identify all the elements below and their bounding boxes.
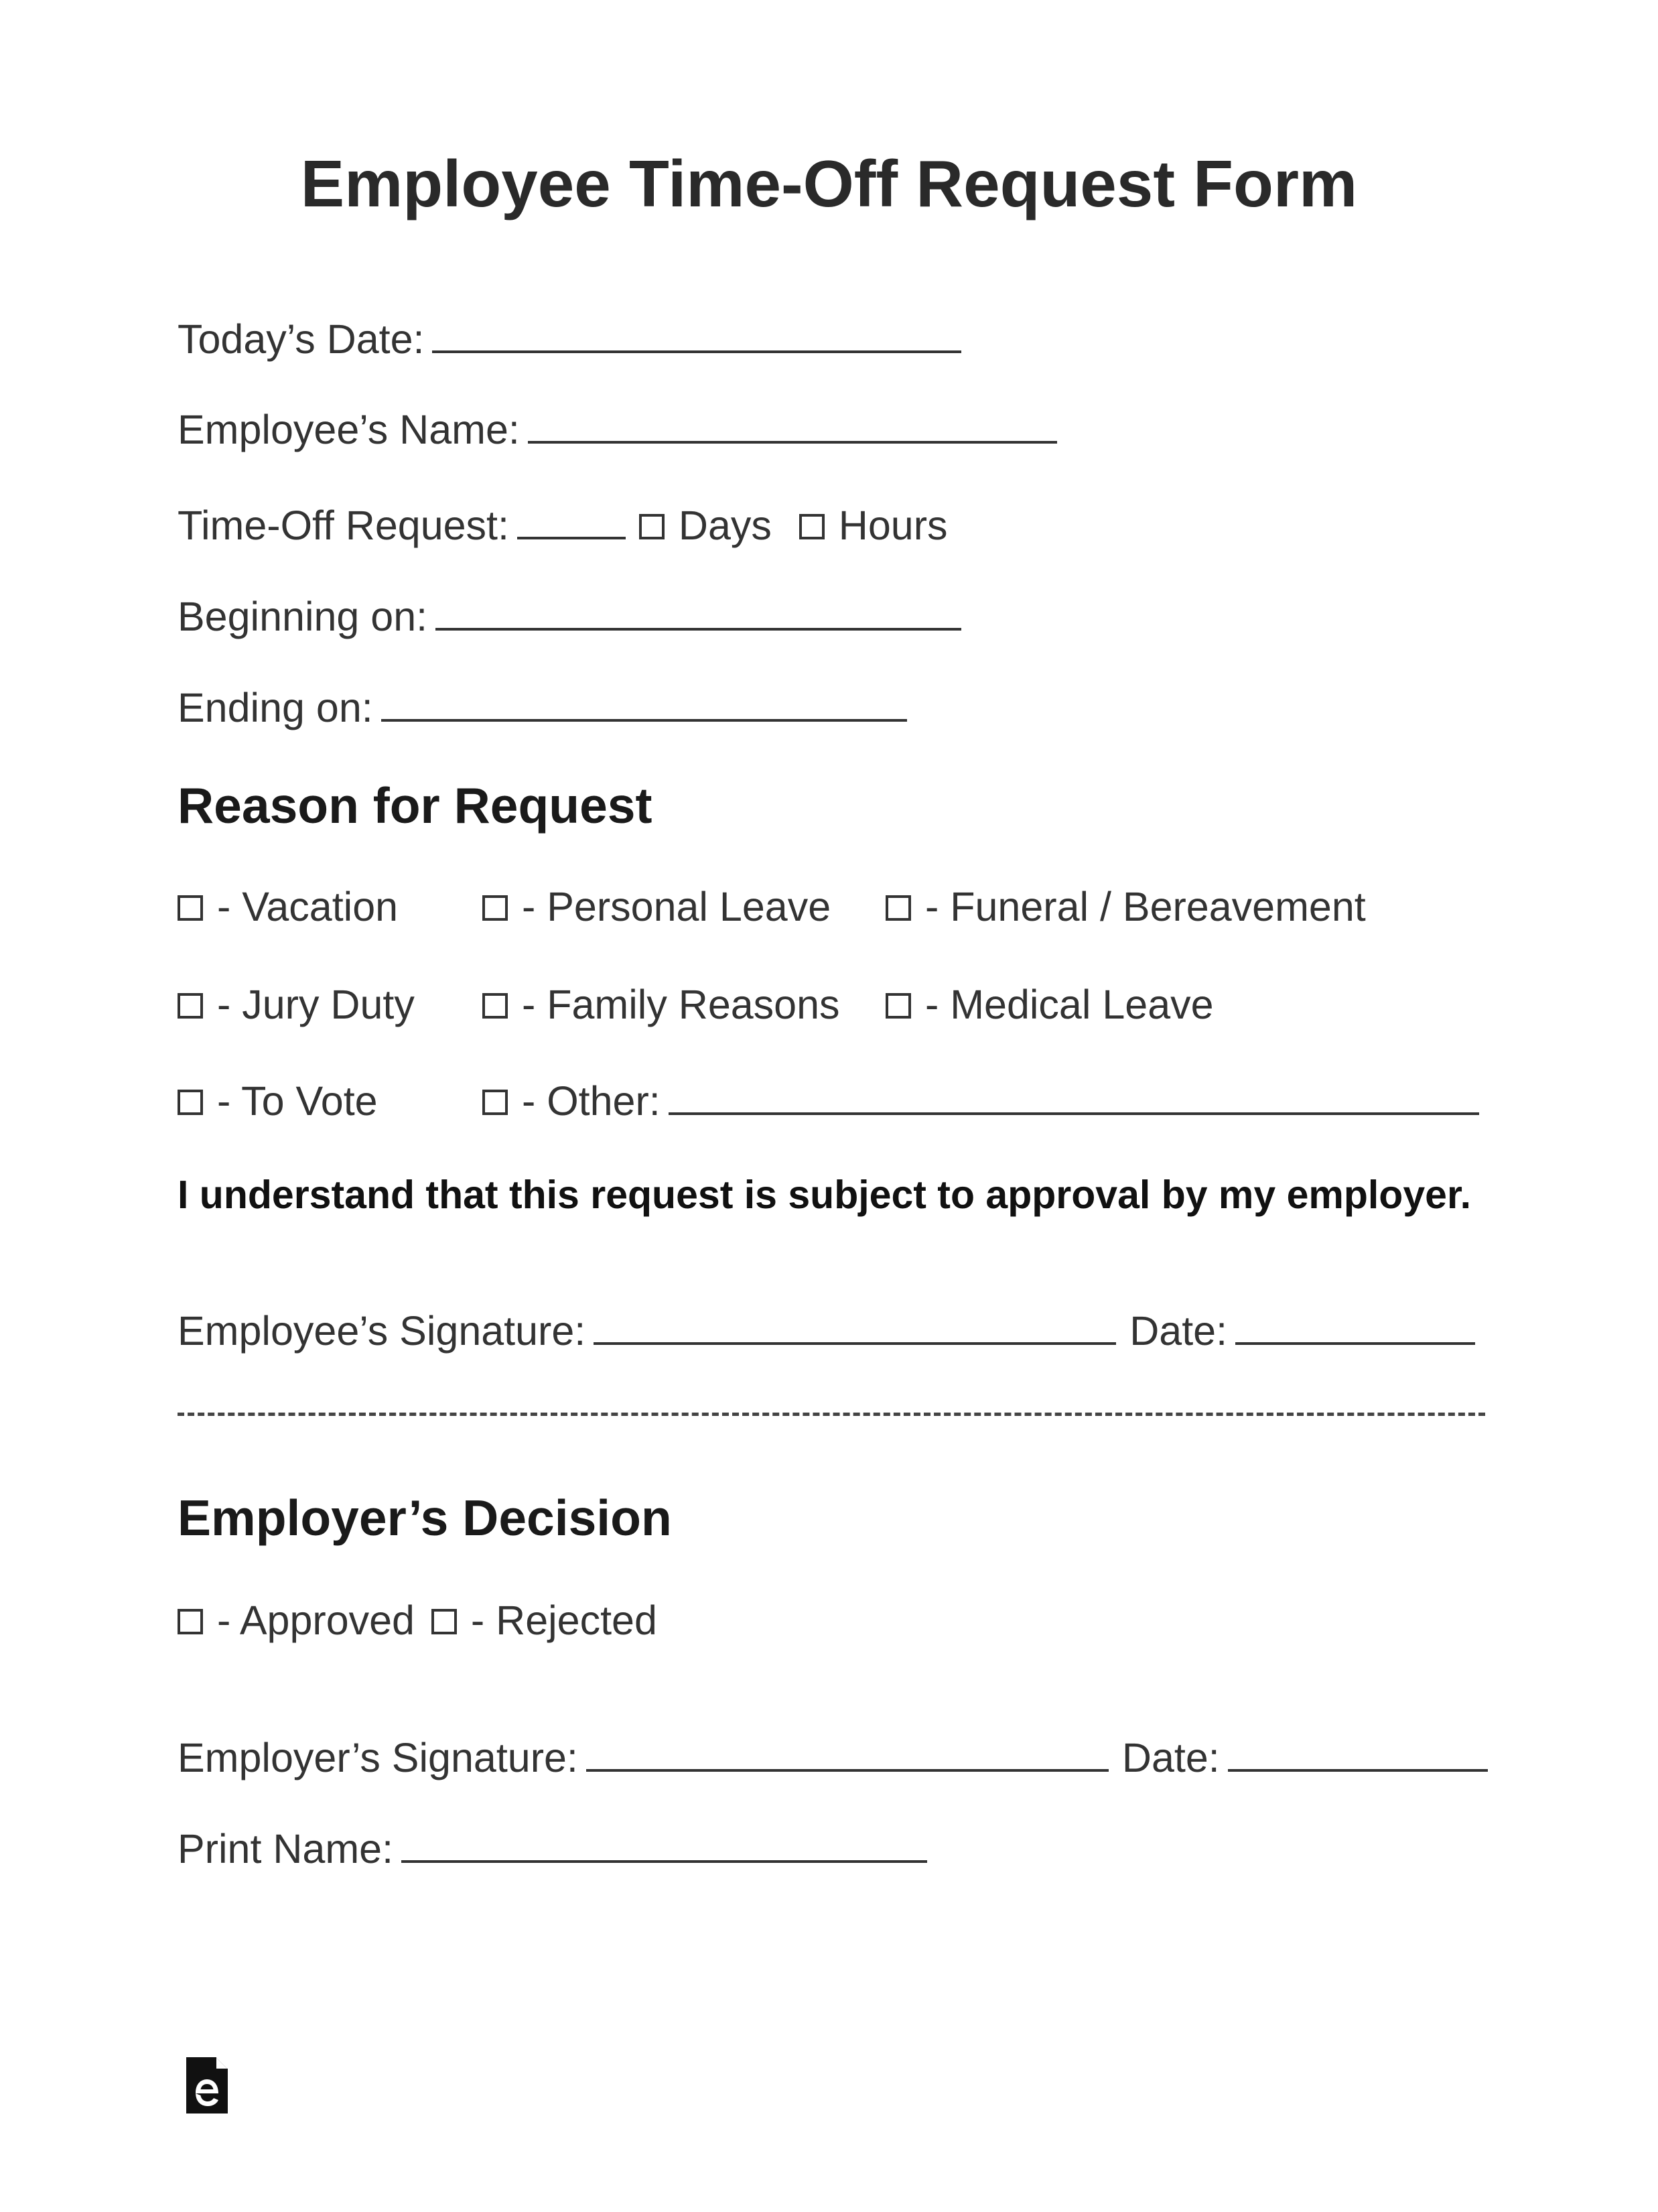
vacation-label: - Vacation xyxy=(216,884,399,929)
days-checkbox[interactable] xyxy=(639,514,665,539)
medical-leave-label: - Medical Leave xyxy=(924,982,1214,1027)
approved-label: - Approved xyxy=(216,1598,415,1643)
section-divider xyxy=(178,1413,1485,1416)
todays-date-label: Today’s Date: xyxy=(178,316,425,362)
eforms-logo-icon xyxy=(186,2057,228,2113)
beginning-on-row xyxy=(178,592,961,641)
employee-name-row xyxy=(178,405,1057,454)
employer-signature-row xyxy=(178,1734,1488,1782)
print-name-field[interactable] xyxy=(401,1831,927,1863)
family-reasons-label: - Family Reasons xyxy=(521,982,840,1027)
reason-option-medical-leave xyxy=(886,980,1214,1029)
employer-date-field[interactable] xyxy=(1228,1740,1488,1772)
employer-signature-field[interactable] xyxy=(586,1740,1109,1772)
funeral-label: - Funeral / Bereavement xyxy=(924,884,1366,929)
personal-leave-checkbox[interactable] xyxy=(482,895,508,921)
reason-option-vacation xyxy=(178,883,398,931)
reason-option-other xyxy=(482,1077,1479,1126)
to-vote-label: - To Vote xyxy=(216,1078,378,1124)
reason-option-family-reasons xyxy=(482,980,840,1029)
employee-name-label: Employee’s Name: xyxy=(178,407,520,452)
reason-option-funeral xyxy=(886,883,1366,931)
reason-option-jury-duty xyxy=(178,980,415,1029)
to-vote-checkbox[interactable] xyxy=(178,1090,203,1115)
time-off-request-row xyxy=(178,501,948,550)
approved-checkbox[interactable] xyxy=(178,1609,203,1634)
beginning-on-label: Beginning on: xyxy=(178,594,428,639)
other-reason-field[interactable] xyxy=(669,1083,1479,1115)
decision-heading: Employer’s Decision xyxy=(178,1490,672,1546)
employee-signature-row xyxy=(178,1307,1475,1356)
employee-date-label: Date: xyxy=(1129,1308,1228,1354)
form-title: Employee Time-Off Request Form xyxy=(300,147,1358,220)
reason-heading: Reason for Request xyxy=(178,777,652,834)
family-reasons-checkbox[interactable] xyxy=(482,993,508,1019)
medical-leave-checkbox[interactable] xyxy=(886,993,911,1019)
decision-options xyxy=(178,1596,657,1645)
ending-on-label: Ending on: xyxy=(178,685,373,730)
other-checkbox[interactable] xyxy=(482,1090,508,1115)
time-off-request-label: Time-Off Request: xyxy=(178,503,509,548)
jury-duty-checkbox[interactable] xyxy=(178,993,203,1019)
jury-duty-label: - Jury Duty xyxy=(216,982,415,1027)
personal-leave-label: - Personal Leave xyxy=(521,884,831,929)
rejected-label: - Rejected xyxy=(470,1598,657,1643)
employee-signature-label: Employee’s Signature: xyxy=(178,1308,586,1354)
reason-option-personal-leave xyxy=(482,883,831,931)
funeral-checkbox[interactable] xyxy=(886,895,911,921)
todays-date-row xyxy=(178,315,961,364)
ending-on-field[interactable] xyxy=(381,690,907,722)
todays-date-field[interactable] xyxy=(432,321,961,353)
employee-date-field[interactable] xyxy=(1235,1313,1475,1345)
ending-on-row xyxy=(178,684,907,732)
days-label: Days xyxy=(678,503,772,548)
employee-name-field[interactable] xyxy=(528,411,1057,444)
vacation-checkbox[interactable] xyxy=(178,895,203,921)
print-name-row xyxy=(178,1825,927,1874)
approval-notice: I understand that this request is subject to approval by my employer. xyxy=(178,1173,1472,1217)
hours-label: Hours xyxy=(838,503,948,548)
rejected-checkbox[interactable] xyxy=(431,1609,457,1634)
reason-option-to-vote xyxy=(178,1077,378,1126)
print-name-label: Print Name: xyxy=(178,1826,394,1872)
time-off-amount-field[interactable] xyxy=(517,507,626,539)
employee-signature-field[interactable] xyxy=(594,1313,1116,1345)
beginning-on-field[interactable] xyxy=(435,598,961,631)
other-label: - Other: xyxy=(521,1078,661,1124)
hours-checkbox[interactable] xyxy=(799,514,825,539)
employer-date-label: Date: xyxy=(1121,1735,1220,1780)
employer-signature-label: Employer’s Signature: xyxy=(178,1735,578,1780)
